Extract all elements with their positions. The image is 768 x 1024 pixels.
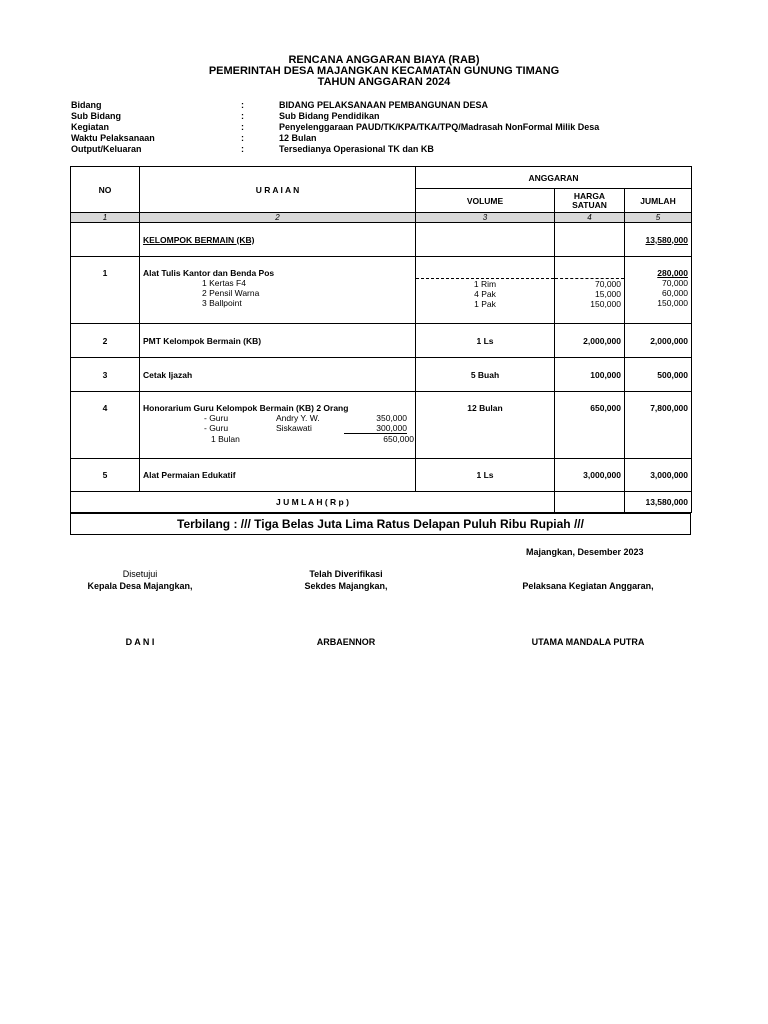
- table-row: [71, 324, 692, 358]
- info-label-output: Output/Keluaran: [71, 144, 142, 154]
- info-sep: :: [241, 122, 244, 132]
- item3-vol: 5 Buah: [416, 358, 555, 392]
- table-row: [71, 459, 692, 492]
- sign-left-name: D A N I: [125, 637, 155, 647]
- colnum-2: 2: [140, 213, 416, 223]
- sign-mid-top: Telah Diverifikasi: [309, 569, 383, 579]
- item2-jumlah: 2,000,000: [625, 324, 692, 358]
- item4-uraian: Honorarium Guru Kelompok Bermain (KB) 2 Orang: [143, 403, 349, 413]
- item3-harga: 100,000: [555, 358, 625, 392]
- info-value-waktu: 12 Bulan: [279, 133, 317, 143]
- info-sep: :: [241, 133, 244, 143]
- list-item: 3 Ballpoint: [202, 298, 242, 308]
- rab-table: [70, 166, 692, 513]
- colnum-3: 3: [416, 213, 555, 223]
- item2-uraian: PMT Kelompok Bermain (KB): [140, 324, 416, 358]
- sign-left-role: Kepala Desa Majangkan,: [87, 581, 193, 591]
- header-anggaran: ANGGARAN: [416, 167, 692, 189]
- sign-mid-name: ARBAENNOR: [316, 637, 376, 647]
- info-sep: :: [241, 100, 244, 110]
- item4-no: 4: [71, 392, 140, 459]
- item1-no: 1: [71, 257, 140, 324]
- item5-vol: 1 Ls: [416, 459, 555, 492]
- total-jumlah: 13,580,000: [625, 492, 692, 513]
- item2-vol: 1 Ls: [416, 324, 555, 358]
- item5-uraian: Alat Permaian Edukatif: [140, 459, 416, 492]
- info-label-bidang: Bidang: [71, 100, 102, 110]
- sign-right-role: Pelaksana Kegiatan Anggaran,: [522, 581, 654, 591]
- item3-no: 3: [71, 358, 140, 392]
- item2-no: 2: [71, 324, 140, 358]
- header-uraian: U R A I A N: [140, 167, 416, 213]
- item4-vol: 12 Bulan: [416, 392, 555, 459]
- doc-year: TAHUN ANGGARAN 2024: [317, 76, 451, 88]
- item3-jumlah: 500,000: [625, 358, 692, 392]
- info-value-subbidang: Sub Bidang Pendidikan: [279, 111, 380, 121]
- info-label-subbidang: Sub Bidang: [71, 111, 121, 121]
- header-harga-line2: SATUAN: [572, 199, 607, 210]
- item3-uraian: Cetak Ijazah: [140, 358, 416, 392]
- colnum-1: 1: [71, 213, 140, 223]
- place-date: Majangkan, Desember 2023: [526, 547, 644, 557]
- table-row: [71, 392, 692, 459]
- list-item: 1 Kertas F4: [202, 278, 246, 288]
- item2-harga: 2,000,000: [555, 324, 625, 358]
- table-row: [71, 358, 692, 392]
- sign-left-top: Disetujui: [122, 569, 158, 579]
- item1-jumlah: 280,000: [657, 268, 689, 278]
- item5-jumlah: 3,000,000: [625, 459, 692, 492]
- colnum-4: 4: [555, 213, 625, 223]
- list-item: 1 Bulan 650,000: [211, 434, 414, 444]
- header-volume: VOLUME: [416, 189, 555, 213]
- doc-subtitle: PEMERINTAH DESA MAJANGKAN KECAMATAN GUNUNG TIMANG: [208, 65, 560, 77]
- info-value-kegiatan: Penyelenggaraan PAUD/TK/KPA/TKA/TPQ/Madrasah NonFormal Milik Desa: [279, 122, 600, 132]
- item4-harga: 650,000: [555, 392, 625, 459]
- item1-uraian: Alat Tulis Kantor dan Benda Pos: [143, 268, 275, 278]
- table-row: 1 Alat Tulis Kantor dan Benda Pos 1 Kertas F4 2 Pensil Warna 3 Ballpoint 1 Rim 4 Pak 1 Pak 70,000 15,000 150,000 280,000 70,000 60,000 150,000: [71, 257, 692, 324]
- sign-right-name: UTAMA MANDALA PUTRA: [531, 637, 645, 647]
- info-value-bidang: BIDANG PELAKSANAAN PEMBANGUNAN DESA: [279, 100, 489, 110]
- group-jumlah: 13,580,000: [645, 234, 689, 245]
- info-label-kegiatan: Kegiatan: [71, 122, 110, 132]
- item5-no: 5: [71, 459, 140, 492]
- group-label: KELOMPOK BERMAIN (KB): [143, 234, 255, 245]
- header-harga-satuan: [555, 189, 625, 213]
- list-item: - Guru Andry Y. W. 350,000: [204, 413, 407, 423]
- sign-mid-role: Sekdes Majangkan,: [304, 581, 388, 591]
- info-value-output: Tersedianya Operasional TK dan KB: [279, 144, 434, 154]
- colnum-5: 5: [625, 213, 692, 223]
- info-label-waktu: Waktu Pelaksanaan: [71, 133, 155, 143]
- header-jumlah: JUMLAH: [625, 189, 692, 213]
- item4-jumlah: 7,800,000: [625, 392, 692, 459]
- info-sep: :: [241, 111, 244, 121]
- table-row: [71, 223, 692, 257]
- header-no: NO: [71, 167, 140, 213]
- list-item: 2 Pensil Warna: [202, 288, 260, 298]
- header-harga-line1: HARGA: [573, 190, 606, 201]
- terbilang: Terbilang : /// Tiga Belas Juta Lima Ratus Delapan Puluh Ribu Rupiah ///: [70, 513, 691, 535]
- list-item: - Guru Siskawati 300,000: [204, 423, 407, 433]
- doc-title: RENCANA ANGGARAN BIAYA (RAB): [288, 54, 480, 66]
- item5-harga: 3,000,000: [555, 459, 625, 492]
- total-label: J U M L A H ( R p ): [71, 492, 555, 513]
- total-row: [71, 492, 692, 513]
- info-sep: :: [241, 144, 244, 154]
